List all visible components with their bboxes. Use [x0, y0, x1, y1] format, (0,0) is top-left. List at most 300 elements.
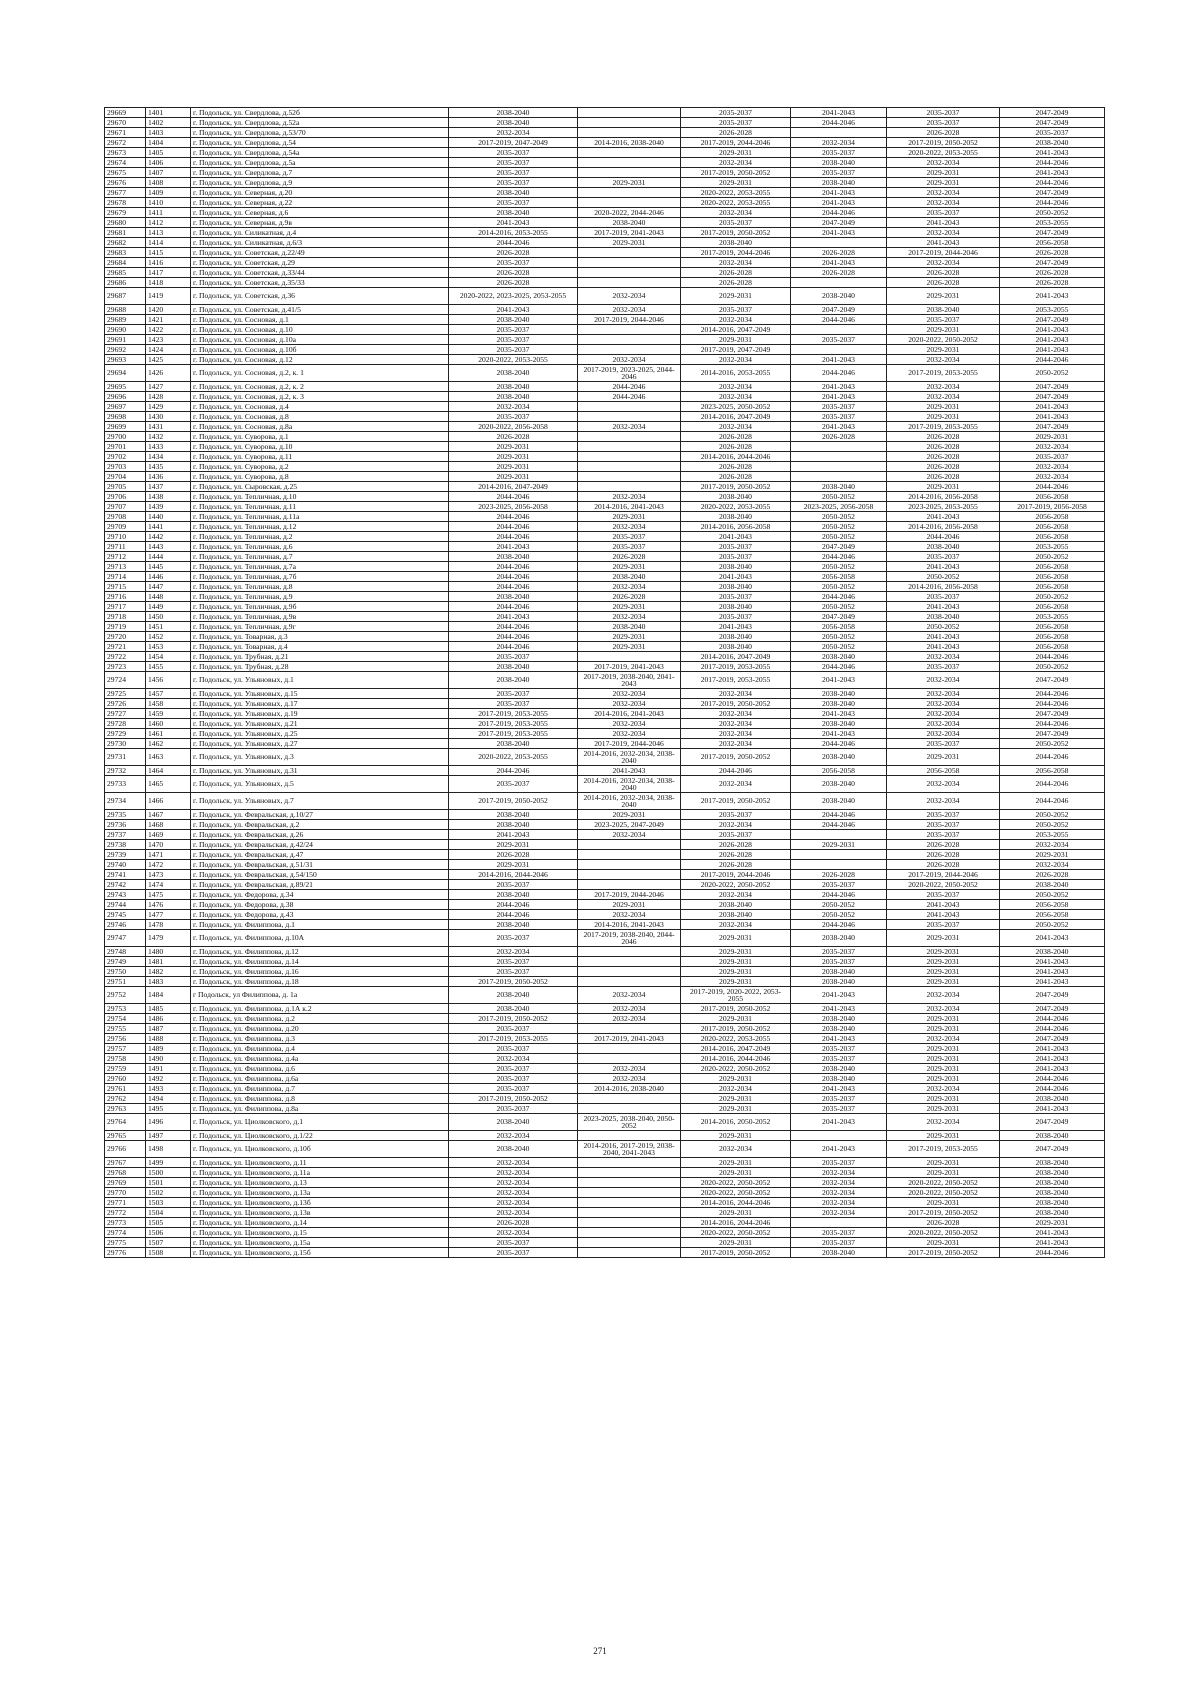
table-row [105, 793, 1105, 810]
record-id-cell: 29713 [105, 562, 146, 572]
period-1-cell: 2020-2022, 2053-2055 [449, 355, 578, 365]
record-id-cell: 29679 [105, 208, 146, 218]
period-6-cell: 2047-2049 [1000, 118, 1105, 128]
period-5-cell: 2032-2034 [887, 729, 1000, 739]
record-id-cell: 29709 [105, 522, 146, 532]
seq-number-cell: 1425 [146, 355, 191, 365]
period-2-cell: 2014-2016, 2032-2034, 2038-2040 [578, 776, 681, 793]
seq-number-cell: 1456 [146, 672, 191, 689]
address-cell: г. Подольск, ул. Свердлова, д.9 [191, 178, 449, 188]
period-5-cell: 2026-2028 [887, 1218, 1000, 1228]
period-2-cell [578, 118, 681, 128]
period-3-cell: 2014-2016, 2044-2046 [681, 1218, 791, 1228]
record-id-cell: 29675 [105, 168, 146, 178]
period-1-cell: 2038-2040 [449, 382, 578, 392]
seq-number-cell: 1420 [146, 305, 191, 315]
period-6-cell: 2041-2043 [1000, 1238, 1105, 1248]
period-3-cell: 2038-2040 [681, 632, 791, 642]
table-row [105, 502, 1105, 512]
address-cell: г. Подольск, ул. Филиппова, д.1 [191, 920, 449, 930]
record-id-cell: 29698 [105, 412, 146, 422]
period-6-cell: 2029-2031 [1000, 850, 1105, 860]
period-6-cell: 2053-2055 [1000, 305, 1105, 315]
period-1-cell: 2038-2040 [449, 662, 578, 672]
period-4-cell: 2056-2058 [791, 622, 887, 632]
period-6-cell: 2050-2052 [1000, 208, 1105, 218]
period-6-cell: 2044-2046 [1000, 355, 1105, 365]
period-5-cell: 2029-2031 [887, 1104, 1000, 1114]
table-row [105, 572, 1105, 582]
record-id-cell: 29690 [105, 325, 146, 335]
period-2-cell: 2029-2031 [578, 632, 681, 642]
address-cell: г. Подольск, ул. Сосновая, д.2, к. 3 [191, 392, 449, 402]
address-cell: г. Подольск, ул. Февральская, д.2 [191, 820, 449, 830]
period-5-cell: 2029-2031 [887, 947, 1000, 957]
address-cell: г. Подольск, ул. Федорова, д.38 [191, 900, 449, 910]
seq-number-cell: 1467 [146, 810, 191, 820]
period-6-cell: 2044-2046 [1000, 1074, 1105, 1084]
seq-number-cell: 1469 [146, 830, 191, 840]
period-6-cell: 2047-2049 [1000, 987, 1105, 1004]
seq-number-cell: 1495 [146, 1104, 191, 1114]
period-3-cell: 2023-2025, 2050-2052 [681, 402, 791, 412]
address-cell: г. Подольск, ул. Тепличная, д.10 [191, 492, 449, 502]
period-6-cell: 2056-2058 [1000, 642, 1105, 652]
table-row [105, 512, 1105, 522]
period-5-cell: 2017-2019, 2050-2052 [887, 138, 1000, 148]
period-3-cell: 2041-2043 [681, 572, 791, 582]
period-1-cell: 2035-2037 [449, 880, 578, 890]
period-3-cell: 2038-2040 [681, 492, 791, 502]
period-5-cell: 2041-2043 [887, 632, 1000, 642]
period-3-cell: 2014-2016, 2053-2055 [681, 365, 791, 382]
period-4-cell: 2044-2046 [791, 739, 887, 749]
period-6-cell: 2047-2049 [1000, 392, 1105, 402]
period-2-cell: 2017-2019, 2044-2046 [578, 739, 681, 749]
address-cell: г. Подольск, ул. Советская, д.41/5 [191, 305, 449, 315]
period-3-cell: 2041-2043 [681, 532, 791, 542]
seq-number-cell: 1466 [146, 793, 191, 810]
seq-number-cell: 1468 [146, 820, 191, 830]
seq-number-cell: 1496 [146, 1114, 191, 1131]
address-cell: г. Подольск, ул. Циолковского, д.15а [191, 1238, 449, 1248]
address-cell: г. Подольск, ул. Суворова, д.2 [191, 462, 449, 472]
period-1-cell: 2032-2034 [449, 1188, 578, 1198]
period-4-cell: 2050-2052 [791, 522, 887, 532]
seq-number-cell: 1507 [146, 1238, 191, 1248]
period-5-cell: 2029-2031 [887, 1024, 1000, 1034]
table-row [105, 689, 1105, 699]
period-3-cell: 2017-2019, 2044-2046 [681, 248, 791, 258]
period-3-cell: 2014-2016, 2047-2049 [681, 652, 791, 662]
table-row [105, 128, 1105, 138]
record-id-cell: 29704 [105, 472, 146, 482]
address-cell: г. Подольск, ул. Филиппова, д.3 [191, 1034, 449, 1044]
period-4-cell: 2038-2040 [791, 719, 887, 729]
period-3-cell: 2017-2019, 2050-2052 [681, 1248, 791, 1258]
period-3-cell: 2020-2022, 2050-2052 [681, 1188, 791, 1198]
address-cell: г. Подольск, ул. Тепличная, д.9б [191, 602, 449, 612]
period-4-cell: 2035-2037 [791, 168, 887, 178]
period-1-cell: 2044-2046 [449, 910, 578, 920]
seq-number-cell: 1447 [146, 582, 191, 592]
period-2-cell: 2017-2019, 2041-2043 [578, 228, 681, 238]
period-5-cell: 2032-2034 [887, 776, 1000, 793]
record-id-cell: 29739 [105, 850, 146, 860]
address-cell: г. Подольск, ул. Циолковского, д.11а [191, 1168, 449, 1178]
period-6-cell: 2047-2049 [1000, 1114, 1105, 1131]
period-2-cell: 2023-2025, 2038-2040, 2050-2052 [578, 1114, 681, 1131]
period-1-cell: 2038-2040 [449, 592, 578, 602]
table-row [105, 442, 1105, 452]
period-5-cell: 2035-2037 [887, 592, 1000, 602]
address-cell: г. Подольск, ул. Ульяновых, д.1 [191, 672, 449, 689]
table-row [105, 138, 1105, 148]
record-id-cell: 29719 [105, 622, 146, 632]
seq-number-cell: 1413 [146, 228, 191, 238]
period-4-cell: 2041-2043 [791, 987, 887, 1004]
period-6-cell: 2050-2052 [1000, 810, 1105, 820]
address-cell: г. Подольск, ул. Февральская, д.10/27 [191, 810, 449, 820]
period-3-cell: 2038-2040 [681, 512, 791, 522]
seq-number-cell: 1463 [146, 749, 191, 766]
record-id-cell: 29715 [105, 582, 146, 592]
seq-number-cell: 1448 [146, 592, 191, 602]
table-row [105, 749, 1105, 766]
period-5-cell: 2026-2028 [887, 472, 1000, 482]
period-1-cell: 2038-2040 [449, 365, 578, 382]
period-6-cell: 2053-2055 [1000, 542, 1105, 552]
period-4-cell [791, 830, 887, 840]
period-2-cell: 2032-2034 [578, 1064, 681, 1074]
period-2-cell [578, 860, 681, 870]
period-3-cell: 2020-2022, 2050-2052 [681, 880, 791, 890]
record-id-cell: 29775 [105, 1238, 146, 1248]
period-4-cell: 2032-2034 [791, 1178, 887, 1188]
period-6-cell: 2041-2043 [1000, 412, 1105, 422]
record-id-cell: 29734 [105, 793, 146, 810]
period-2-cell: 2017-2019, 2041-2043 [578, 1034, 681, 1044]
address-cell: г. Подольск, ул. Свердлова, д.5а [191, 158, 449, 168]
record-id-cell: 29700 [105, 432, 146, 442]
table-row [105, 278, 1105, 288]
record-id-cell: 29718 [105, 612, 146, 622]
period-4-cell: 2041-2043 [791, 1034, 887, 1044]
period-6-cell: 2047-2049 [1000, 672, 1105, 689]
record-id-cell: 29745 [105, 910, 146, 920]
period-5-cell: 2032-2034 [887, 1084, 1000, 1094]
seq-number-cell: 1493 [146, 1084, 191, 1094]
period-5-cell: 2038-2040 [887, 542, 1000, 552]
period-2-cell: 2032-2034 [578, 719, 681, 729]
table-row [105, 382, 1105, 392]
address-cell: г. Подольск, ул. Филиппова, д.10А [191, 930, 449, 947]
period-1-cell: 2032-2034 [449, 1131, 578, 1141]
period-6-cell: 2056-2058 [1000, 512, 1105, 522]
address-cell: г. Подольск, ул. Филиппова, д.1А к.2 [191, 1004, 449, 1014]
period-2-cell [578, 1218, 681, 1228]
address-cell: г. Подольск, ул. Сосновая, д.1 [191, 315, 449, 325]
period-2-cell: 2032-2034 [578, 522, 681, 532]
table-row [105, 1084, 1105, 1094]
seq-number-cell: 1462 [146, 739, 191, 749]
period-1-cell: 2044-2046 [449, 900, 578, 910]
seq-number-cell: 1489 [146, 1044, 191, 1054]
seq-number-cell: 1409 [146, 188, 191, 198]
address-cell: г. Подольск, ул. Северная, д.9в [191, 218, 449, 228]
period-5-cell: 2032-2034 [887, 987, 1000, 1004]
period-2-cell: 2029-2031 [578, 602, 681, 612]
period-5-cell: 2026-2028 [887, 128, 1000, 138]
seq-number-cell: 1461 [146, 729, 191, 739]
table-row [105, 178, 1105, 188]
period-5-cell: 2041-2043 [887, 512, 1000, 522]
table-row [105, 592, 1105, 602]
record-id-cell: 29702 [105, 452, 146, 462]
period-4-cell [791, 472, 887, 482]
table-row [105, 830, 1105, 840]
period-6-cell: 2038-2040 [1000, 1198, 1105, 1208]
seq-number-cell: 1470 [146, 840, 191, 850]
period-4-cell: 2035-2037 [791, 412, 887, 422]
period-2-cell [578, 268, 681, 278]
seq-number-cell: 1428 [146, 392, 191, 402]
period-6-cell: 2041-2043 [1000, 288, 1105, 305]
record-id-cell: 29758 [105, 1054, 146, 1064]
period-4-cell: 2032-2034 [791, 1168, 887, 1178]
period-6-cell: 2044-2046 [1000, 699, 1105, 709]
period-5-cell: 2029-2031 [887, 178, 1000, 188]
period-4-cell: 2044-2046 [791, 365, 887, 382]
period-3-cell: 2020-2022, 2053-2055 [681, 502, 791, 512]
period-6-cell: 2056-2058 [1000, 522, 1105, 532]
seq-number-cell: 1426 [146, 365, 191, 382]
period-6-cell: 2044-2046 [1000, 652, 1105, 662]
address-cell: г. Подольск, ул. Февральская, д.26 [191, 830, 449, 840]
period-5-cell: 2032-2034 [887, 198, 1000, 208]
seq-number-cell: 1411 [146, 208, 191, 218]
period-3-cell: 2017-2019, 2050-2052 [681, 1004, 791, 1014]
seq-number-cell: 1404 [146, 138, 191, 148]
period-1-cell: 2035-2037 [449, 1074, 578, 1084]
period-4-cell: 2038-2040 [791, 1014, 887, 1024]
period-3-cell: 2035-2037 [681, 118, 791, 128]
period-2-cell: 2035-2037 [578, 532, 681, 542]
period-3-cell: 2026-2028 [681, 278, 791, 288]
seq-number-cell: 1476 [146, 900, 191, 910]
period-4-cell: 2035-2037 [791, 957, 887, 967]
period-2-cell [578, 452, 681, 462]
address-cell: г. Подольск, ул. Ульяновых, д.3 [191, 749, 449, 766]
period-6-cell: 2056-2058 [1000, 622, 1105, 632]
period-5-cell: 2026-2028 [887, 840, 1000, 850]
record-id-cell: 29686 [105, 278, 146, 288]
period-4-cell [791, 325, 887, 335]
period-6-cell: 2044-2046 [1000, 689, 1105, 699]
period-6-cell: 2056-2058 [1000, 582, 1105, 592]
seq-number-cell: 1433 [146, 442, 191, 452]
period-4-cell: 2035-2037 [791, 1238, 887, 1248]
record-id-cell: 29680 [105, 218, 146, 228]
seq-number-cell: 1474 [146, 880, 191, 890]
period-3-cell: 2035-2037 [681, 218, 791, 228]
period-2-cell: 2041-2043 [578, 766, 681, 776]
period-3-cell: 2026-2028 [681, 432, 791, 442]
period-4-cell [791, 345, 887, 355]
record-id-cell: 29767 [105, 1158, 146, 1168]
period-6-cell: 2050-2052 [1000, 820, 1105, 830]
period-2-cell: 2029-2031 [578, 512, 681, 522]
period-5-cell: 2020-2022, 2050-2052 [887, 1188, 1000, 1198]
period-5-cell: 2029-2031 [887, 967, 1000, 977]
period-1-cell: 2026-2028 [449, 432, 578, 442]
period-6-cell: 2032-2034 [1000, 472, 1105, 482]
seq-number-cell: 1484 [146, 987, 191, 1004]
period-5-cell: 2032-2034 [887, 689, 1000, 699]
period-5-cell: 2056-2058 [887, 766, 1000, 776]
period-5-cell: 2050-2052 [887, 572, 1000, 582]
table-row [105, 462, 1105, 472]
table-row [105, 602, 1105, 612]
period-2-cell: 2029-2031 [578, 562, 681, 572]
address-cell: г. Подольск, ул. Тепличная, д.7б [191, 572, 449, 582]
period-4-cell: 2041-2043 [791, 1004, 887, 1014]
table-row [105, 729, 1105, 739]
period-4-cell: 2041-2043 [791, 228, 887, 238]
seq-number-cell: 1490 [146, 1054, 191, 1064]
address-cell: г. Подольск, ул. Филиппова, д.14 [191, 957, 449, 967]
table-row [105, 1014, 1105, 1024]
seq-number-cell: 1481 [146, 957, 191, 967]
period-5-cell: 2029-2031 [887, 288, 1000, 305]
seq-number-cell: 1451 [146, 622, 191, 632]
period-1-cell: 2032-2034 [449, 1208, 578, 1218]
record-id-cell: 29733 [105, 776, 146, 793]
seq-number-cell: 1422 [146, 325, 191, 335]
record-id-cell: 29738 [105, 840, 146, 850]
table-row [105, 947, 1105, 957]
period-2-cell [578, 148, 681, 158]
period-3-cell: 2032-2034 [681, 820, 791, 830]
period-6-cell: 2044-2046 [1000, 749, 1105, 766]
period-2-cell [578, 278, 681, 288]
period-4-cell: 2056-2058 [791, 572, 887, 582]
period-1-cell: 2038-2040 [449, 118, 578, 128]
period-3-cell: 2029-2031 [681, 1131, 791, 1141]
record-id-cell: 29747 [105, 930, 146, 947]
period-3-cell: 2017-2019, 2050-2052 [681, 168, 791, 178]
seq-number-cell: 1479 [146, 930, 191, 947]
period-5-cell: 2020-2022, 2050-2052 [887, 880, 1000, 890]
period-2-cell: 2029-2031 [578, 900, 681, 910]
period-6-cell: 2047-2049 [1000, 382, 1105, 392]
seq-number-cell: 1486 [146, 1014, 191, 1024]
period-3-cell: 2029-2031 [681, 288, 791, 305]
period-5-cell: 2017-2019, 2044-2046 [887, 248, 1000, 258]
address-cell: г. Подольск, ул. Февральская, д.89/21 [191, 880, 449, 890]
period-5-cell: 2035-2037 [887, 315, 1000, 325]
address-cell: г. Подольск, ул. Филиппова, д.4а [191, 1054, 449, 1064]
period-5-cell: 2023-2025, 2053-2055 [887, 502, 1000, 512]
table-row [105, 248, 1105, 258]
address-cell: г. Подольск, ул. Свердлова, д.7 [191, 168, 449, 178]
table-row [105, 118, 1105, 128]
period-4-cell: 2050-2052 [791, 492, 887, 502]
period-5-cell: 2035-2037 [887, 208, 1000, 218]
period-6-cell: 2053-2055 [1000, 612, 1105, 622]
period-6-cell: 2044-2046 [1000, 793, 1105, 810]
address-cell: г. Подольск, ул. Филиппова, д.8а [191, 1104, 449, 1114]
period-1-cell: 2035-2037 [449, 1104, 578, 1114]
period-1-cell: 2035-2037 [449, 335, 578, 345]
period-4-cell: 2032-2034 [791, 1198, 887, 1208]
period-3-cell: 2032-2034 [681, 355, 791, 365]
address-cell: г. Подольск, ул. Силикатная, д.6/3 [191, 238, 449, 248]
period-3-cell: 2038-2040 [681, 238, 791, 248]
period-4-cell: 2050-2052 [791, 562, 887, 572]
period-3-cell: 2029-2031 [681, 178, 791, 188]
table-row [105, 148, 1105, 158]
period-5-cell: 2029-2031 [887, 1158, 1000, 1168]
table-row [105, 432, 1105, 442]
period-1-cell: 2035-2037 [449, 1024, 578, 1034]
period-4-cell: 2041-2043 [791, 422, 887, 432]
period-1-cell: 2035-2037 [449, 957, 578, 967]
table-row [105, 1168, 1105, 1178]
period-5-cell: 2029-2031 [887, 930, 1000, 947]
period-4-cell: 2041-2043 [791, 382, 887, 392]
period-3-cell: 2038-2040 [681, 582, 791, 592]
period-1-cell: 2026-2028 [449, 850, 578, 860]
address-cell: г Подольск, ул Филиппова, д. 1а [191, 987, 449, 1004]
period-3-cell: 2035-2037 [681, 552, 791, 562]
table-row [105, 522, 1105, 532]
record-id-cell: 29769 [105, 1178, 146, 1188]
period-6-cell: 2041-2043 [1000, 930, 1105, 947]
period-4-cell: 2038-2040 [791, 1024, 887, 1034]
period-1-cell: 2029-2031 [449, 442, 578, 452]
period-6-cell: 2035-2037 [1000, 128, 1105, 138]
record-id-cell: 29701 [105, 442, 146, 452]
record-id-cell: 29720 [105, 632, 146, 642]
period-1-cell: 2020-2022, 2053-2055 [449, 749, 578, 766]
period-3-cell: 2026-2028 [681, 268, 791, 278]
period-2-cell: 2044-2046 [578, 382, 681, 392]
period-3-cell: 2029-2031 [681, 335, 791, 345]
period-2-cell: 2017-2019, 2038-2040, 2044-2046 [578, 930, 681, 947]
period-1-cell: 2038-2040 [449, 820, 578, 830]
record-id-cell: 29757 [105, 1044, 146, 1054]
period-4-cell: 2023-2025, 2056-2058 [791, 502, 887, 512]
seq-number-cell: 1427 [146, 382, 191, 392]
period-2-cell: 2038-2040 [578, 622, 681, 632]
table-row [105, 268, 1105, 278]
period-3-cell: 2038-2040 [681, 910, 791, 920]
period-5-cell: 2032-2034 [887, 188, 1000, 198]
address-cell: г. Подольск, ул. Тепличная, д.12 [191, 522, 449, 532]
period-3-cell: 2026-2028 [681, 860, 791, 870]
period-6-cell: 2026-2028 [1000, 278, 1105, 288]
period-5-cell: 2020-2022, 2050-2052 [887, 1228, 1000, 1238]
period-1-cell: 2038-2040 [449, 890, 578, 900]
table-row [105, 860, 1105, 870]
period-5-cell: 2017-2019, 2044-2046 [887, 870, 1000, 880]
period-5-cell: 2029-2031 [887, 345, 1000, 355]
period-4-cell: 2038-2040 [791, 977, 887, 987]
period-1-cell: 2041-2043 [449, 305, 578, 315]
period-2-cell: 2014-2016, 2041-2043 [578, 920, 681, 930]
period-2-cell [578, 1198, 681, 1208]
